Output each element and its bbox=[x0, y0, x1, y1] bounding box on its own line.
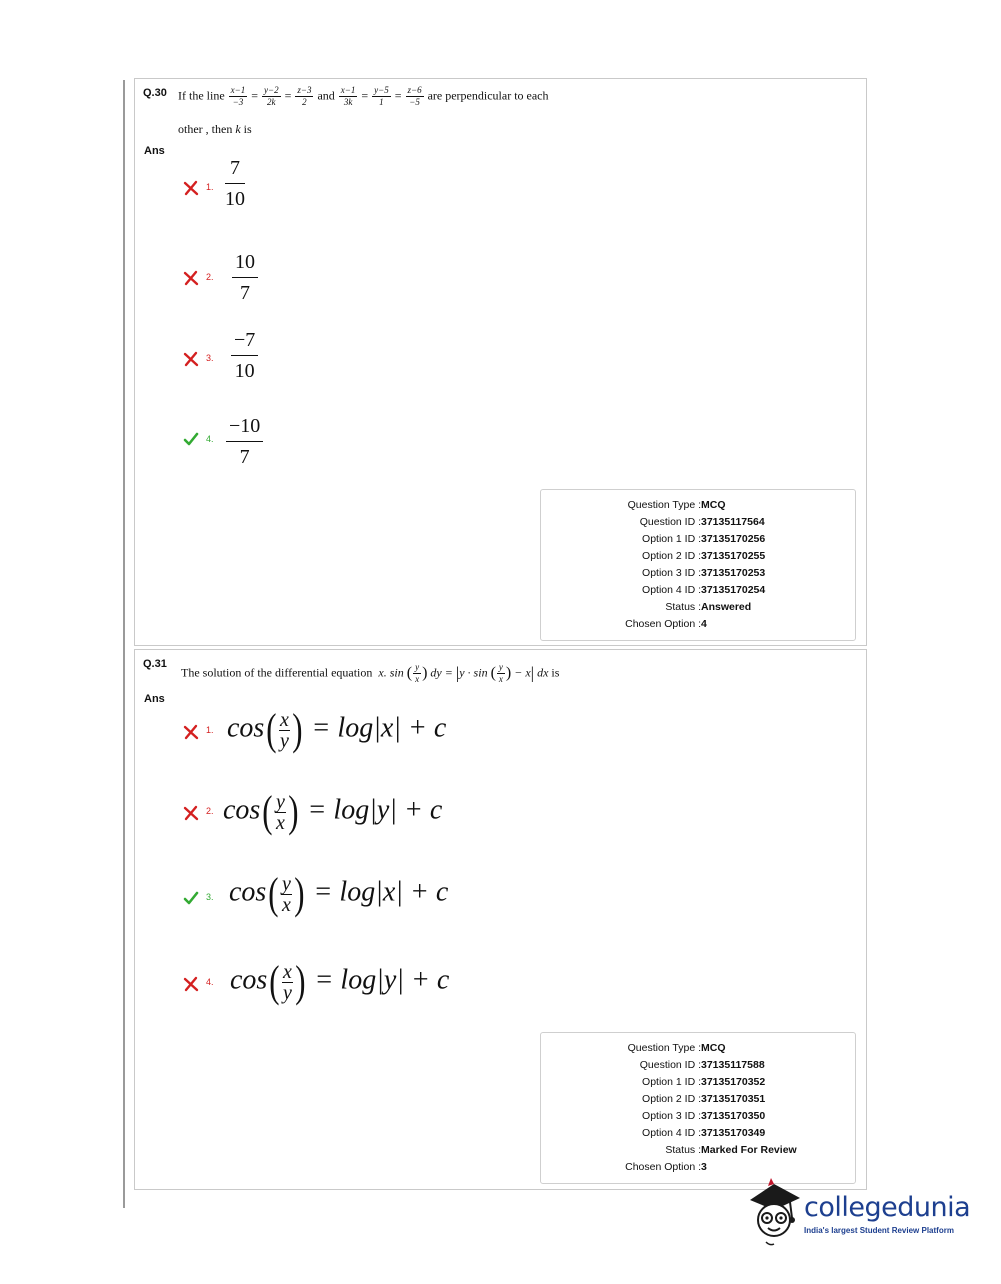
info-label: Option 3 ID : bbox=[642, 567, 701, 579]
eq1-frac-1: $\frac{x-1}{-3}$ bbox=[230, 85, 246, 107]
info-label: Option 1 ID : bbox=[642, 1076, 701, 1088]
info-value: 37135170254 bbox=[701, 584, 766, 596]
cross-icon bbox=[183, 805, 199, 821]
info-label: Option 2 ID : bbox=[642, 550, 701, 562]
info-value: 3 bbox=[701, 1161, 707, 1173]
question-number: Q.31 bbox=[143, 658, 167, 670]
answer-label: Ans bbox=[144, 693, 165, 705]
question-info-panel bbox=[540, 1032, 856, 1184]
option-number: 2. bbox=[206, 272, 214, 282]
question-text: If the line $\frac{x-1}{-3}$ = $\frac{y-2}{2k}$ = $\frac{z-3}{2}$ and $\frac{x-1}{3k}$ = $\frac{y-5}{1}$ = $\frac{z-6}{-5}$ are perpendicular to each bbox=[178, 85, 549, 107]
question-text-and: and bbox=[317, 88, 335, 103]
question-text-line2-words: other , then bbox=[178, 122, 233, 136]
mascot-icon bbox=[744, 1178, 802, 1248]
cross-icon bbox=[183, 351, 199, 367]
question-variable: k bbox=[235, 122, 241, 136]
info-label: Option 3 ID : bbox=[642, 1110, 701, 1122]
info-value: 37135170256 bbox=[701, 533, 766, 545]
eq-abs-a: y · sin bbox=[459, 665, 488, 680]
info-label: Chosen Option : bbox=[625, 1161, 701, 1173]
option-number: 4. bbox=[206, 434, 214, 444]
eq-lhs: x. sin bbox=[378, 665, 404, 680]
info-value: Answered bbox=[701, 601, 752, 613]
option-2-fraction[interactable]: 10 7 bbox=[232, 251, 258, 304]
eq2-frac-3: $\frac{z-6}{-5}$ bbox=[407, 85, 422, 107]
check-icon bbox=[183, 431, 199, 447]
info-label: Question ID : bbox=[639, 1059, 701, 1071]
info-label: Option 2 ID : bbox=[642, 1093, 701, 1105]
info-value: 37135170351 bbox=[701, 1093, 766, 1105]
eq-frac: $\frac{y}{x}$ bbox=[415, 662, 420, 684]
option-number: 3. bbox=[206, 353, 214, 363]
question-text-line2 bbox=[178, 122, 252, 137]
question-31-box bbox=[134, 649, 867, 1190]
cross-icon bbox=[183, 270, 199, 286]
question-number: Q.30 bbox=[143, 87, 167, 99]
option-4-expression[interactable]: cos( $\frac{x}{y}$ ) = log|y| + c bbox=[230, 957, 450, 1006]
info-label: Option 4 ID : bbox=[642, 1127, 701, 1139]
question-30-box bbox=[134, 78, 867, 646]
info-value: 37135170253 bbox=[701, 567, 766, 579]
cross-icon bbox=[183, 724, 199, 740]
cross-icon bbox=[183, 180, 199, 196]
info-value: MCQ bbox=[701, 1042, 726, 1054]
option-number: 4. bbox=[206, 977, 214, 987]
eq-frac: $\frac{y}{x}$ bbox=[498, 662, 503, 684]
eq1-frac-2: $\frac{y-2}{2k}$ bbox=[264, 85, 279, 107]
option-1-expression[interactable]: cos( $\frac{x}{y}$ ) = log|x| + c bbox=[227, 705, 447, 754]
eq2-frac-1: $\frac{x-1}{3k}$ bbox=[340, 85, 356, 107]
option-4-fraction[interactable]: −10 7 bbox=[226, 415, 263, 468]
eq-dx: dx bbox=[537, 665, 549, 680]
option-3-expression[interactable]: cos( $\frac{y}{x}$ ) = log|x| + c bbox=[229, 869, 449, 918]
info-value: 37135170255 bbox=[701, 550, 766, 562]
question-text-suffix: are perpendicular to each bbox=[427, 88, 549, 103]
check-icon bbox=[183, 890, 199, 906]
info-label: Question Type : bbox=[627, 499, 701, 511]
collegedunia-logo[interactable] bbox=[744, 1178, 974, 1248]
option-number: 3. bbox=[206, 892, 214, 902]
cross-icon bbox=[183, 976, 199, 992]
question-text: The solution of the differential equation x. sin ( $\frac{y}{x}$ ) dy = |y · sin ( $\frac{y}{x}$ ) − x| dx is bbox=[181, 662, 560, 684]
question-text-is: is bbox=[243, 122, 252, 136]
info-value: MCQ bbox=[701, 499, 726, 511]
info-label: Question Type : bbox=[627, 1042, 701, 1054]
option-2-expression[interactable]: cos( $\frac{y}{x}$ ) = log|y| + c bbox=[223, 787, 443, 836]
info-value: 37135170350 bbox=[701, 1110, 766, 1122]
info-label: Status : bbox=[665, 601, 701, 613]
info-label: Option 1 ID : bbox=[642, 533, 701, 545]
option-number: 2. bbox=[206, 806, 214, 816]
page-left-rule bbox=[123, 80, 125, 1208]
option-1-fraction[interactable]: 7 10 bbox=[225, 157, 245, 210]
question-text-prefix: If the line bbox=[178, 88, 225, 103]
info-value: 37135170349 bbox=[701, 1127, 766, 1139]
info-value: 37135117588 bbox=[701, 1059, 765, 1071]
info-label: Option 4 ID : bbox=[642, 584, 701, 596]
question-text-is: is bbox=[551, 665, 560, 680]
eq-dy: dy = bbox=[430, 665, 453, 680]
logo-brand-name: collegedunia bbox=[804, 1192, 971, 1223]
info-value: Marked For Review bbox=[701, 1144, 797, 1156]
info-value: 4 bbox=[701, 618, 707, 630]
eq1-frac-3: $\frac{z-3}{2}$ bbox=[297, 85, 312, 107]
info-label: Question ID : bbox=[639, 516, 701, 528]
info-label: Status : bbox=[665, 1144, 701, 1156]
info-value: 37135117564 bbox=[701, 516, 765, 528]
option-3-fraction[interactable]: −7 10 bbox=[231, 329, 258, 382]
question-text-prefix: The solution of the differential equation bbox=[181, 665, 373, 680]
eq2-frac-2: $\frac{y-5}{1}$ bbox=[374, 85, 389, 107]
option-number: 1. bbox=[206, 182, 214, 192]
question-info-panel bbox=[540, 489, 856, 641]
option-number: 1. bbox=[206, 725, 214, 735]
logo-tagline: India's largest Student Review Platform bbox=[804, 1226, 954, 1235]
eq-abs-b: − x bbox=[514, 665, 531, 680]
info-value: 37135170352 bbox=[701, 1076, 766, 1088]
answer-label: Ans bbox=[144, 145, 165, 157]
info-label: Chosen Option : bbox=[625, 618, 701, 630]
